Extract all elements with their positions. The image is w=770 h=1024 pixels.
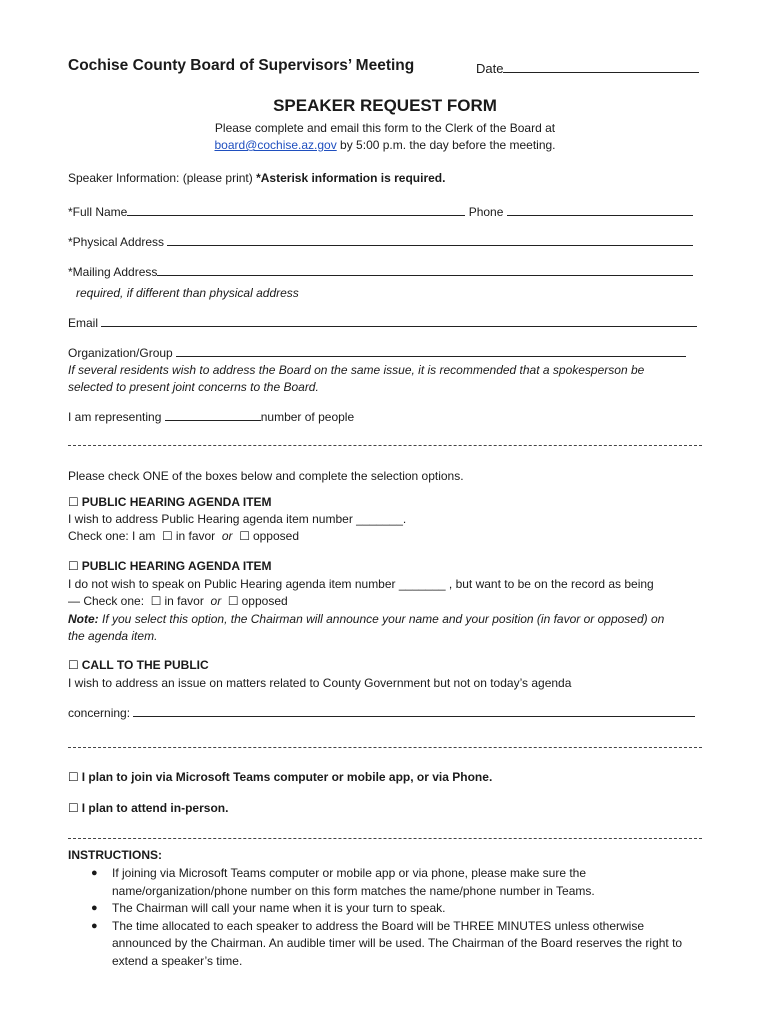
selection-instruction: Please check ONE of the boxes below and complete the selection options.: [68, 469, 464, 483]
in-favor-label: in favor: [175, 529, 216, 543]
option-public-hearing-record[interactable]: [68, 558, 272, 574]
checkbox-icon[interactable]: ☐: [68, 770, 79, 784]
instruction-text: The time allocated to each speaker to address the Board will be THREE MINUTES unless otherwise announced by the Chairman. An audible timer will be used. The Chairman of the Board reserves the right to extend a speaker’s time.: [112, 918, 683, 968]
in-person-label: I plan to attend in-person.: [81, 801, 229, 815]
org-note-line-1: If several residents wish to address the Board on the same issue, it is recommended that a spokesperson be: [68, 363, 645, 377]
option-in-person[interactable]: [68, 800, 228, 816]
representing-row: [68, 408, 354, 425]
date-label: Date: [476, 61, 504, 76]
full-name-row: [68, 203, 693, 220]
concerning-label: concerning:: [68, 706, 131, 720]
date-blank[interactable]: [503, 60, 699, 73]
bullet-icon: ●: [91, 919, 98, 932]
instruction-text: The Chairman will call your name when it is your turn to speak.: [112, 901, 446, 915]
organization-row: [68, 344, 686, 361]
representing-prefix: I am representing: [68, 410, 162, 424]
in-favor-checkbox-icon[interactable]: ☐: [162, 529, 173, 543]
physical-address-label: *Physical Address: [68, 235, 165, 249]
organization-label: Organization/Group: [68, 346, 173, 360]
list-item: [91, 900, 702, 918]
opposed-label: opposed: [241, 594, 288, 608]
or-label: or: [221, 529, 233, 543]
opposed-checkbox-icon[interactable]: ☐: [227, 594, 239, 608]
organization-field[interactable]: [176, 344, 686, 357]
divider: [68, 747, 702, 748]
option-title: PUBLIC HEARING AGENDA ITEM: [81, 495, 272, 509]
or-label: or: [210, 594, 222, 608]
instructions-title: INSTRUCTIONS:: [68, 848, 162, 862]
mailing-note: required, if different than physical address: [76, 286, 299, 300]
opt2-line: I do not wish to speak on Public Hearing agenda item number _______ , but want to be on the record as being: [68, 577, 654, 591]
physical-address-field[interactable]: [167, 233, 693, 246]
in-favor-checkbox-icon[interactable]: ☐: [150, 594, 162, 608]
note-label: Note:: [68, 612, 99, 626]
divider: [68, 838, 702, 839]
intro-line-2-rest: by 5:00 p.m. the day before the meeting.: [336, 138, 556, 152]
concerning-row: [68, 704, 695, 721]
intro-line-1: Please complete and email this form to the Clerk of the Board at: [214, 121, 556, 135]
required-note: *Asterisk information is required.: [256, 171, 446, 185]
speaker-info-heading: [68, 170, 445, 186]
full-name-field[interactable]: [127, 203, 465, 216]
representing-suffix: number of people: [260, 410, 355, 424]
full-name-label: *Full Name: [68, 205, 128, 219]
date-field[interactable]: [476, 60, 699, 77]
remote-label: I plan to join via Microsoft Teams computer or mobile app, or via Phone.: [81, 770, 493, 784]
concerning-field[interactable]: [133, 704, 695, 717]
note-text: If you select this option, the Chairman will announce your name and your position (in favor or opposed) on: [98, 612, 665, 626]
checkbox-icon[interactable]: ☐: [68, 495, 79, 509]
option-remote[interactable]: [68, 769, 492, 785]
physical-address-row: [68, 233, 693, 250]
mailing-address-row: [68, 263, 693, 280]
phone-label: Phone: [468, 205, 504, 219]
bullet-icon: ●: [91, 902, 98, 914]
note-line-2: the agenda item.: [68, 629, 158, 643]
speaker-info-lead: Speaker Information: (please print): [68, 171, 257, 185]
in-favor-label: in favor: [164, 594, 204, 608]
email-label: Email: [68, 316, 99, 330]
option-title: PUBLIC HEARING AGENDA ITEM: [81, 559, 272, 573]
org-title: Cochise County Board of Supervisors’ Meeting: [68, 57, 415, 74]
option-call-to-public[interactable]: [68, 657, 209, 673]
option-public-hearing-speak[interactable]: [68, 494, 272, 510]
opposed-label: opposed: [252, 529, 299, 543]
opt2-check-row: [68, 593, 288, 609]
opt3-line: I wish to address an issue on matters related to County Government but not on today’s agenda: [68, 676, 572, 690]
bullet-icon: ●: [91, 867, 98, 879]
instructions-list: [68, 865, 702, 970]
checkbox-icon[interactable]: ☐: [68, 658, 79, 672]
checkbox-icon[interactable]: ☐: [68, 559, 79, 573]
note-line-1: [68, 611, 664, 627]
email-row: [68, 314, 697, 331]
org-note-line-2: selected to present joint concerns to the Board.: [68, 380, 319, 394]
opt1-check-row: [68, 528, 299, 544]
check-one-label: Check one: I am: [68, 529, 156, 543]
form-title: SPEAKER REQUEST FORM: [273, 96, 497, 115]
intro-line-2: [68, 137, 702, 153]
mailing-address-field[interactable]: [157, 263, 693, 276]
list-item: [91, 865, 702, 900]
checkbox-icon[interactable]: ☐: [68, 801, 79, 815]
representing-count-field[interactable]: [165, 408, 261, 421]
opt1-line: I wish to address Public Hearing agenda item number _______.: [68, 512, 407, 526]
opposed-checkbox-icon[interactable]: ☐: [239, 529, 250, 543]
divider: [68, 445, 702, 446]
phone-field[interactable]: [507, 203, 693, 216]
check-one-label: — Check one:: [68, 594, 145, 608]
email-link[interactable]: board@cochise.az.gov: [214, 138, 337, 152]
mailing-address-label: *Mailing Address: [68, 265, 158, 279]
email-field[interactable]: [101, 314, 697, 327]
option-title: CALL TO THE PUBLIC: [81, 658, 209, 672]
list-item: [91, 918, 702, 971]
instruction-text: If joining via Microsoft Teams computer or mobile app or via phone, please make sure the name/organization/phone number on this form matches the name/phone number in Teams.: [112, 866, 595, 898]
